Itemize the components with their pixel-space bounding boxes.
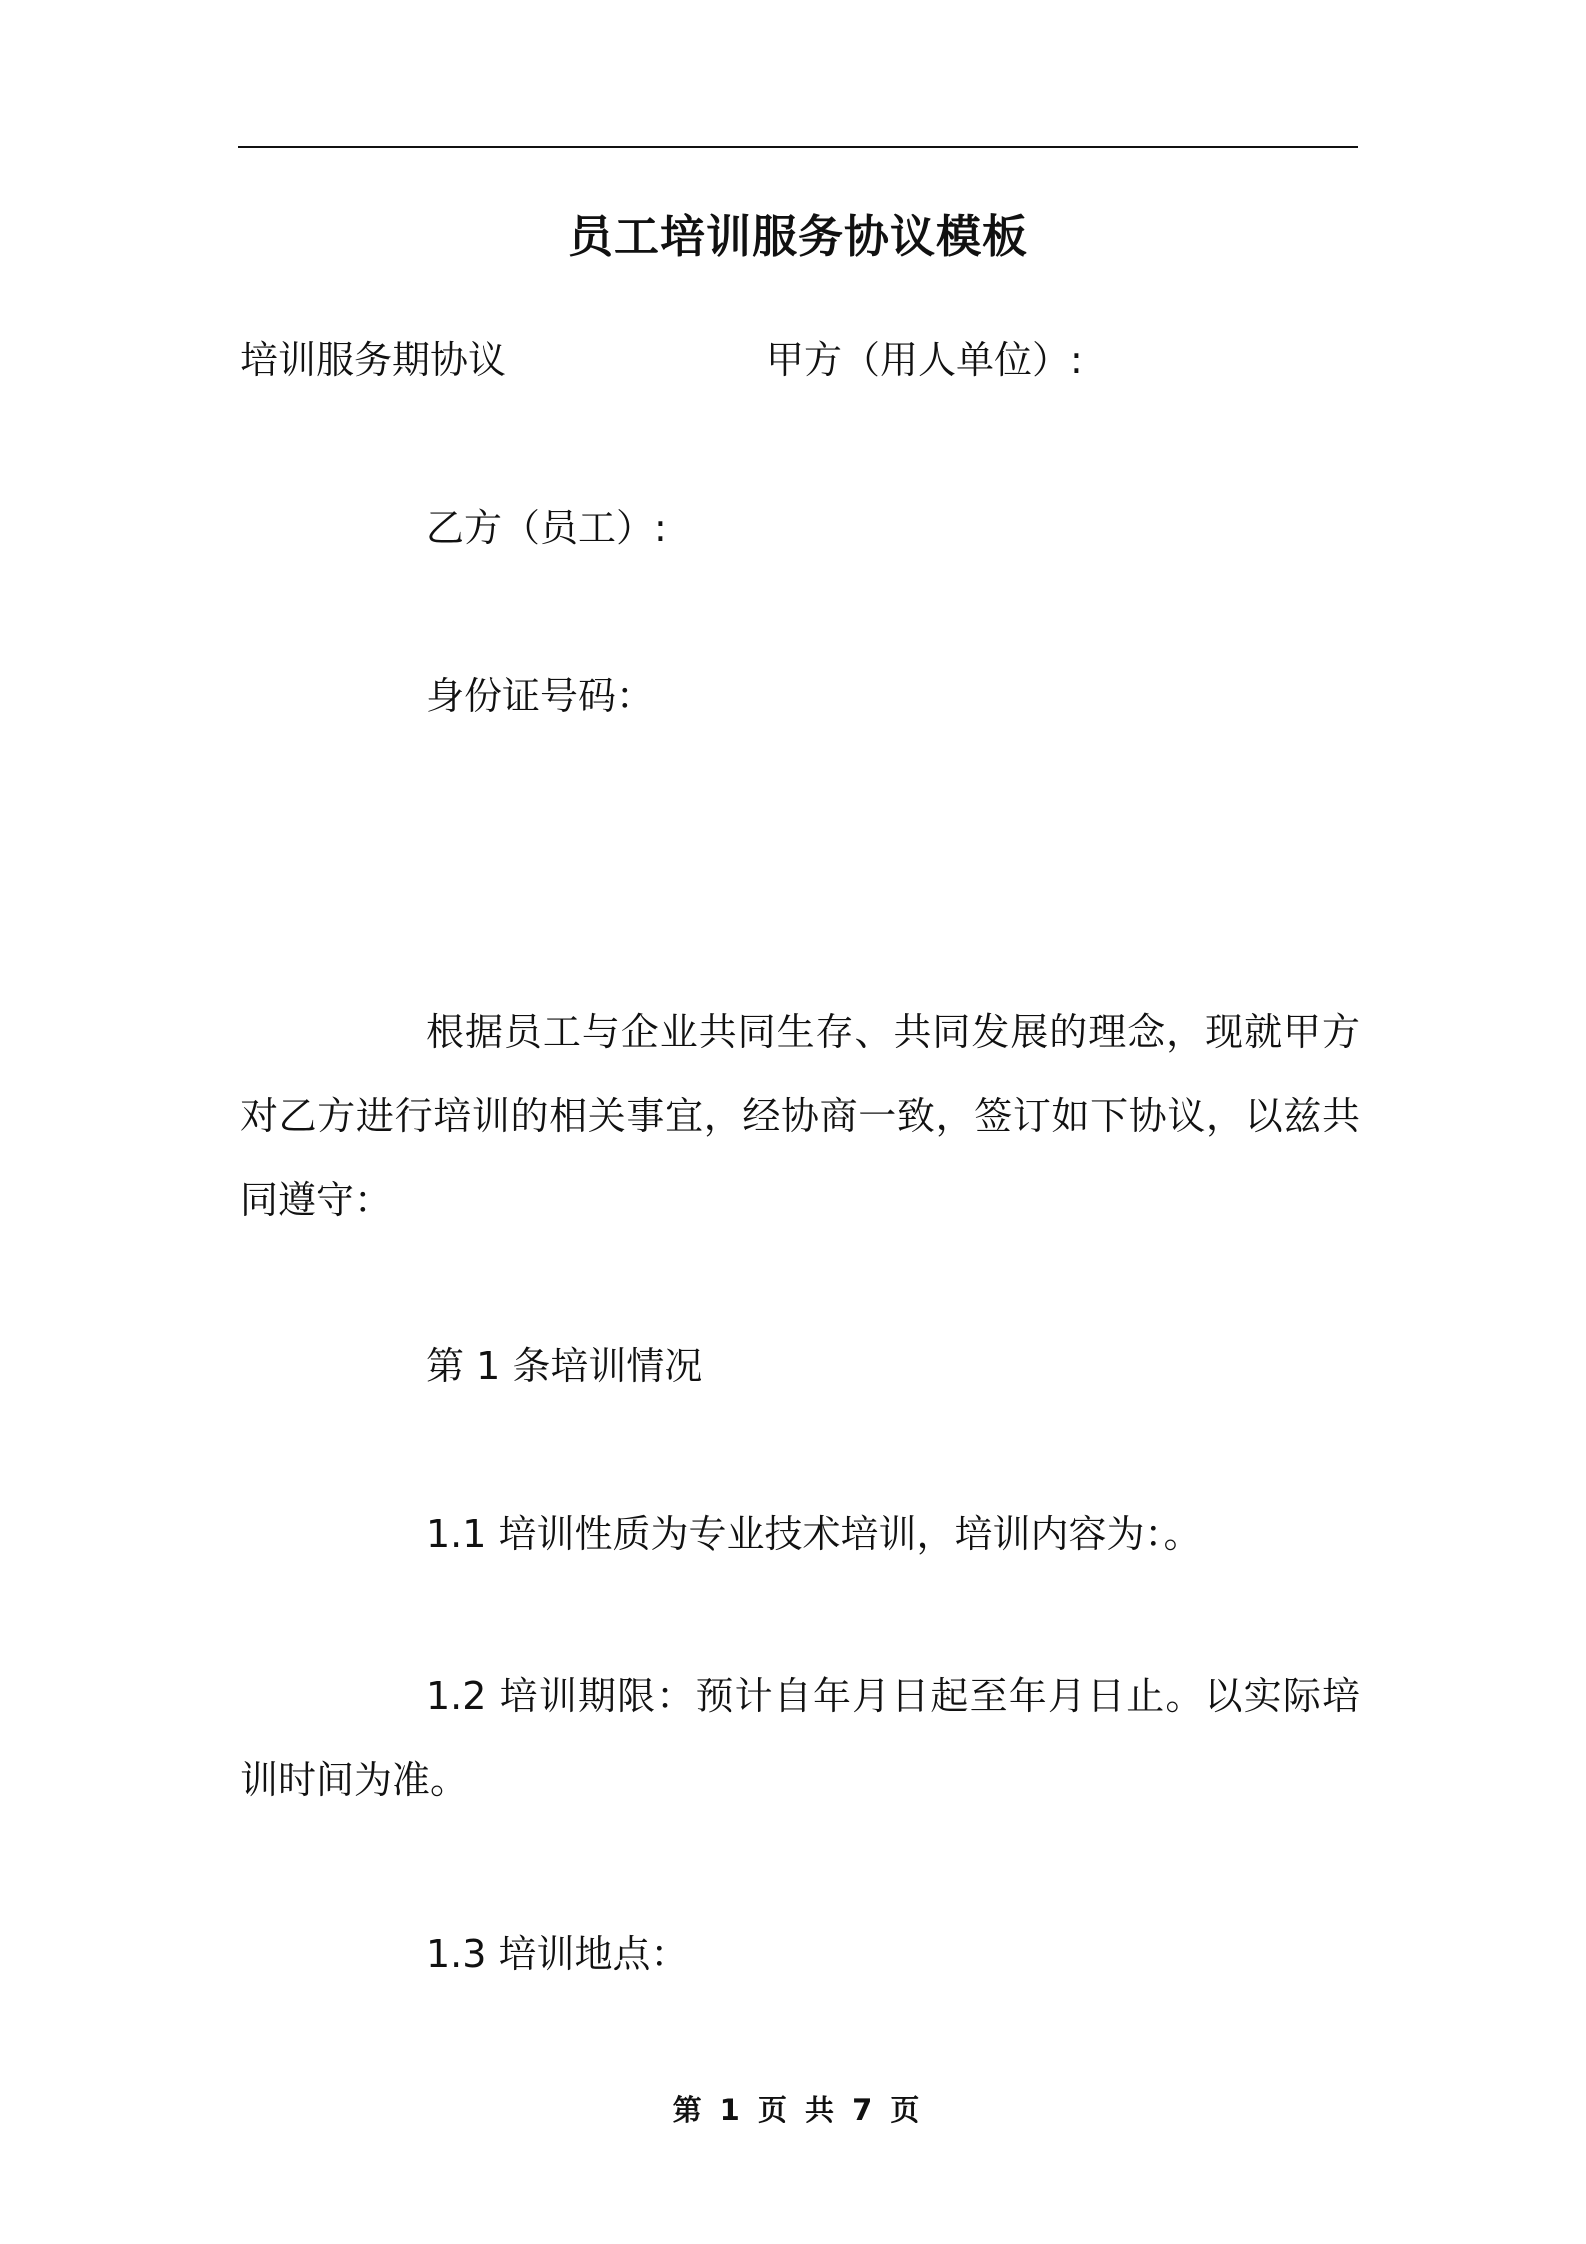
intro-paragraph: 根据员工与企业共同生存、共同发展的理念，现就甲方对乙方进行培训的相关事宜，经协商一致，签订如下协议，以兹共同遵守：: [240, 1010, 1360, 1222]
party-b-label: 乙方（员工）:: [426, 506, 667, 550]
party-a-label: 甲方（用人单位）:: [766, 338, 1083, 382]
clause-1-3: 1.3 培训地点：: [426, 1932, 689, 1976]
header-divider: [238, 146, 1358, 148]
page-indicator: 第 1 页 共 7 页: [672, 2093, 924, 2127]
document-title: 员工培训服务协议模板: [567, 210, 1028, 263]
clause-1-2: 1.2 培训期限：预计自年月日起至年月日止。以实际培训时间为准。: [240, 1674, 1360, 1802]
article-1-title: 第 1 条培训情况: [426, 1344, 703, 1388]
header-left-label: 培训服务期协议: [240, 338, 507, 382]
clause-1-1: 1.1 培训性质为专业技术培训，培训内容为：。: [426, 1512, 1202, 1556]
id-number-label: 身份证号码：: [426, 674, 655, 718]
